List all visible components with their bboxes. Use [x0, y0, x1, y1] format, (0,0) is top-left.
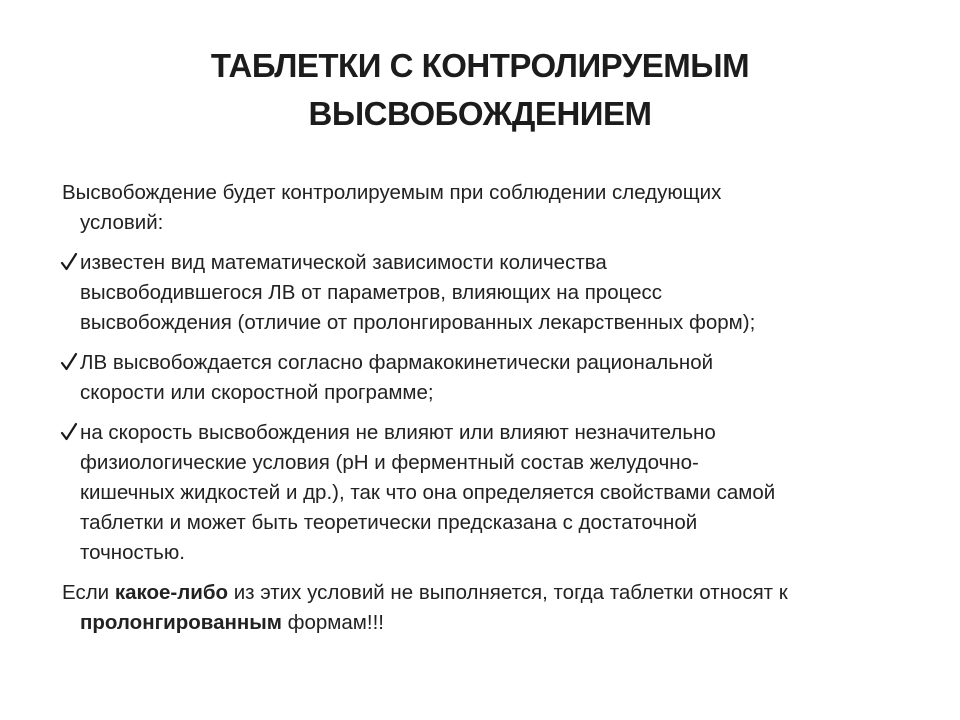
conclusion-text-end: формам!!!: [281, 611, 384, 634]
condition-3-line-5: точностью.: [80, 541, 185, 564]
condition-item-1: [62, 248, 902, 338]
conclusion-emphasis-any: какое-либо: [114, 581, 229, 604]
conclusion-line-1: [62, 578, 902, 608]
intro-line-1: Высвобождение будет контролируемым при соблюдении следующих: [62, 181, 722, 204]
intro-paragraph: [62, 178, 902, 238]
intro-line-2: условий:: [80, 211, 164, 234]
condition-1-line-1: известен вид математической зависимости количества: [80, 251, 607, 274]
condition-3-line-2: физиологические условия (рН и ферментный состав желудочно-: [80, 451, 699, 474]
condition-item-2: [62, 348, 902, 408]
condition-1-line-3: высвобождения (отличие от пролонгированных лекарственных форм);: [80, 311, 756, 334]
conclusion-text-start: Если: [62, 581, 115, 604]
checkmark-icon: [60, 348, 78, 378]
condition-3-line-3: кишечных жидкостей и др.), так что она определяется свойствами самой: [80, 481, 776, 504]
slide-title-line-2: ВЫСВОБОЖДЕНИЕМ: [308, 95, 652, 132]
slide-title-line-1: ТАБЛЕТКИ С КОНТРОЛИРУЕМЫМ: [210, 47, 750, 84]
condition-1-line-2: высвободившегося ЛВ от параметров, влияющих на процесс: [80, 281, 663, 304]
checkmark-icon: [60, 248, 78, 278]
condition-item-3: [62, 418, 902, 568]
condition-3-line-4: таблетки и может быть теоретически предсказана с достаточной: [80, 511, 698, 534]
conclusion-emphasis-prolonged: пролонгированным: [80, 611, 282, 634]
slide-body: [62, 178, 902, 648]
condition-2-line-1: ЛВ высвобождается согласно фармакокинетически рациональной: [80, 351, 714, 374]
slide-title: [80, 42, 880, 138]
conclusion-line-2: [62, 608, 902, 638]
conclusion-paragraph: [62, 578, 902, 638]
condition-3-line-1: на скорость высвобождения не влияют или влияют незначительно: [80, 421, 716, 444]
condition-2-line-2: скорости или скоростной программе;: [80, 381, 434, 404]
conclusion-text-middle: из этих условий не выполняется, тогда таблетки относят к: [228, 581, 788, 604]
checkmark-icon: [60, 418, 78, 448]
